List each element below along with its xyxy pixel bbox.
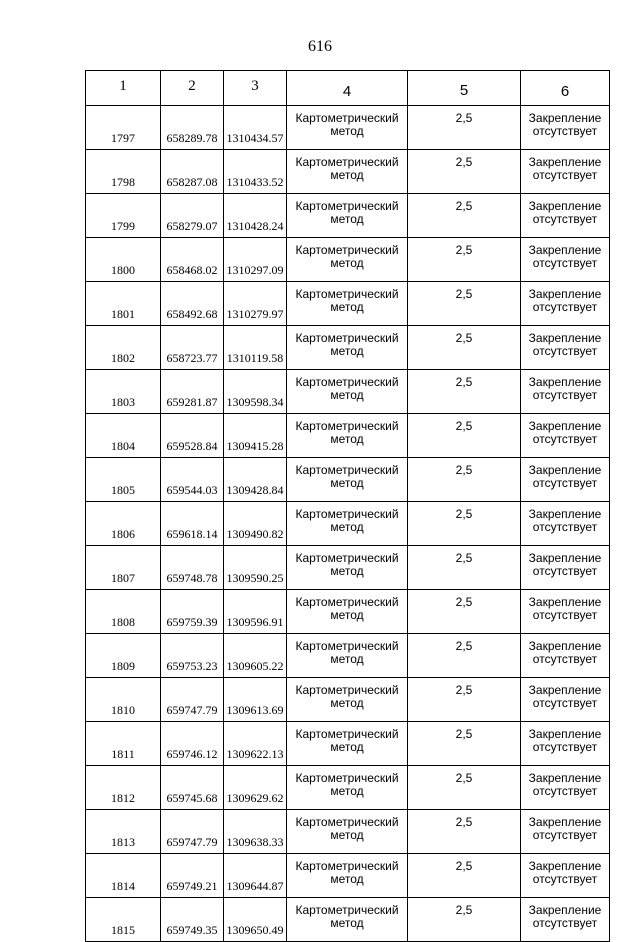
coordinate-x-text: 659528.84 (166, 439, 218, 453)
coordinate-x (161, 502, 224, 546)
coordinate-y-text: 1309415.28 (226, 439, 284, 453)
method-cell (287, 414, 408, 458)
coordinate-x (161, 766, 224, 810)
table-row (86, 634, 610, 678)
fixation-cell-text: отсутствует (532, 476, 598, 490)
method-cell (287, 194, 408, 238)
point-number (86, 238, 161, 282)
coordinate-x-text: 659746.12 (166, 747, 218, 761)
fixation-cell-text: отсутствует (532, 608, 598, 622)
coordinate-y (224, 766, 287, 810)
point-number-text: 1798 (111, 175, 135, 189)
point-number (86, 194, 161, 238)
table-row (86, 238, 610, 282)
header-col-2: 2 (161, 71, 224, 106)
coordinate-x-text: 658289.78 (166, 131, 218, 145)
accuracy-cell-text: 2,5 (455, 111, 473, 125)
table-header-row (86, 71, 610, 106)
coordinate-y (224, 546, 287, 590)
point-number (86, 150, 161, 194)
coordinate-x-text: 658492.68 (166, 307, 218, 321)
accuracy-cell-text: 2,5 (455, 463, 473, 477)
method-cell (287, 370, 408, 414)
fixation-cell (521, 722, 610, 766)
table-row (86, 854, 610, 898)
point-number (86, 106, 161, 150)
accuracy-cell-text: 2,5 (455, 419, 473, 433)
header-col-1: 1 (86, 71, 161, 106)
point-number (86, 722, 161, 766)
fixation-cell-text: отсутствует (532, 652, 598, 666)
coordinate-y (224, 678, 287, 722)
coordinate-x-text: 658279.07 (166, 219, 218, 233)
point-number (86, 414, 161, 458)
point-number (86, 634, 161, 678)
fixation-cell (521, 194, 610, 238)
accuracy-cell-text: 2,5 (455, 507, 473, 521)
coordinate-y (224, 854, 287, 898)
coordinate-x-text: 659747.79 (166, 835, 218, 849)
accuracy-cell-text: 2,5 (455, 859, 473, 873)
accuracy-cell (408, 194, 521, 238)
method-cell-text: метод (330, 124, 364, 138)
accuracy-cell (408, 282, 521, 326)
method-cell-text: Картометрический (295, 111, 399, 125)
accuracy-cell (408, 810, 521, 854)
coordinate-y (224, 238, 287, 282)
fixation-cell-text: Закрепление (528, 551, 602, 565)
fixation-cell-text: отсутствует (532, 520, 598, 534)
point-number-text: 1802 (111, 351, 135, 365)
table-row (86, 194, 610, 238)
header-col-5: 5 (408, 71, 521, 106)
point-number (86, 854, 161, 898)
fixation-cell-text: Закрепление (528, 859, 602, 873)
fixation-cell-text: отсутствует (532, 212, 598, 226)
fixation-cell-text: Закрепление (528, 595, 602, 609)
fixation-cell (521, 502, 610, 546)
coordinate-x-text: 659749.21 (166, 879, 218, 893)
point-number (86, 458, 161, 502)
coordinate-x (161, 370, 224, 414)
fixation-cell-text: Закрепление (528, 419, 602, 433)
fixation-cell-text: отсутствует (532, 872, 598, 886)
table-row (86, 106, 610, 150)
point-number-text: 1800 (111, 263, 135, 277)
fixation-cell-text: отсутствует (532, 168, 598, 182)
coordinate-y (224, 634, 287, 678)
coordinate-y-text: 1309644.87 (226, 879, 284, 893)
table-row (86, 546, 610, 590)
point-number-text: 1810 (111, 703, 135, 717)
header-col-3: 3 (224, 71, 287, 106)
accuracy-cell (408, 458, 521, 502)
fixation-cell-text: отсутствует (532, 344, 598, 358)
coordinate-x-text: 658723.77 (166, 351, 218, 365)
coordinate-x (161, 590, 224, 634)
fixation-cell (521, 810, 610, 854)
point-number-text: 1803 (111, 395, 135, 409)
method-cell-text: Картометрический (295, 595, 399, 609)
coordinate-x-text: 659749.35 (166, 923, 218, 937)
method-cell-text: метод (330, 476, 364, 490)
coordinate-x (161, 414, 224, 458)
accuracy-cell (408, 590, 521, 634)
coordinate-y (224, 458, 287, 502)
table-row (86, 326, 610, 370)
coordinate-x (161, 854, 224, 898)
coordinate-x-text: 659759.39 (166, 615, 218, 629)
coordinate-x (161, 634, 224, 678)
method-cell-text: Картометрический (295, 859, 399, 873)
coordinate-x-text: 659281.87 (166, 395, 218, 409)
method-cell-text: Картометрический (295, 551, 399, 565)
point-number (86, 678, 161, 722)
coordinate-y-text: 1309650.49 (226, 923, 284, 937)
fixation-cell (521, 546, 610, 590)
method-cell (287, 634, 408, 678)
point-number-text: 1813 (111, 835, 135, 849)
coordinate-x-text: 659753.23 (166, 659, 218, 673)
point-number-text: 1805 (111, 483, 135, 497)
method-cell-text: метод (330, 432, 364, 446)
coordinate-y-text: 1310428.24 (226, 219, 284, 233)
fixation-cell (521, 898, 610, 942)
fixation-cell-text: отсутствует (532, 256, 598, 270)
coordinate-y (224, 502, 287, 546)
method-cell-text: Картометрический (295, 771, 399, 785)
coordinate-x (161, 546, 224, 590)
point-number (86, 546, 161, 590)
fixation-cell (521, 854, 610, 898)
method-cell-text: метод (330, 696, 364, 710)
fixation-cell-text: отсутствует (532, 124, 598, 138)
point-number (86, 370, 161, 414)
accuracy-cell-text: 2,5 (455, 331, 473, 345)
coordinate-x-text: 659748.78 (166, 571, 218, 585)
accuracy-cell (408, 898, 521, 942)
point-number (86, 810, 161, 854)
coordinate-y-text: 1309613.69 (226, 703, 284, 717)
point-number-text: 1799 (111, 219, 135, 233)
coordinate-y-text: 1310297.09 (226, 263, 284, 277)
point-number-text: 1806 (111, 527, 135, 541)
fixation-cell (521, 326, 610, 370)
accuracy-cell (408, 634, 521, 678)
method-cell-text: Картометрический (295, 463, 399, 477)
coordinate-y-text: 1309598.34 (226, 395, 284, 409)
method-cell-text: Картометрический (295, 155, 399, 169)
accuracy-cell-text: 2,5 (455, 815, 473, 829)
method-cell (287, 546, 408, 590)
coordinate-y-text: 1310434.57 (226, 131, 284, 145)
coordinate-y-text: 1309596.91 (226, 615, 284, 629)
table-row (86, 502, 610, 546)
coordinate-x-text: 659618.14 (166, 527, 218, 541)
accuracy-cell (408, 546, 521, 590)
accuracy-cell-text: 2,5 (455, 199, 473, 213)
fixation-cell-text: отсутствует (532, 388, 598, 402)
method-cell-text: метод (330, 916, 364, 930)
coordinate-x (161, 106, 224, 150)
fixation-cell-text: Закрепление (528, 683, 602, 697)
fixation-cell-text: отсутствует (532, 432, 598, 446)
coordinate-y (224, 810, 287, 854)
fixation-cell-text: отсутствует (532, 916, 598, 930)
point-number-text: 1814 (111, 879, 135, 893)
coordinate-x (161, 282, 224, 326)
fixation-cell-text: отсутствует (532, 828, 598, 842)
header-col-4: 4 (287, 71, 408, 106)
method-cell (287, 106, 408, 150)
table-row (86, 766, 610, 810)
coordinate-x (161, 326, 224, 370)
point-number-text: 1801 (111, 307, 135, 321)
method-cell-text: метод (330, 300, 364, 314)
coordinate-y-text: 1309490.82 (226, 527, 284, 541)
accuracy-cell (408, 722, 521, 766)
method-cell-text: метод (330, 256, 364, 270)
fixation-cell (521, 370, 610, 414)
method-cell-text: метод (330, 520, 364, 534)
method-cell-text: метод (330, 168, 364, 182)
coordinate-y-text: 1309629.62 (226, 791, 284, 805)
method-cell-text: Картометрический (295, 243, 399, 257)
accuracy-cell-text: 2,5 (455, 683, 473, 697)
method-cell (287, 282, 408, 326)
method-cell-text: Картометрический (295, 331, 399, 345)
accuracy-cell (408, 854, 521, 898)
fixation-cell-text: Закрепление (528, 287, 602, 301)
method-cell-text: метод (330, 828, 364, 842)
accuracy-cell (408, 502, 521, 546)
coordinate-x-text: 659745.68 (166, 791, 218, 805)
coordinates-table (85, 70, 610, 942)
accuracy-cell-text: 2,5 (455, 375, 473, 389)
coordinate-y (224, 194, 287, 238)
method-cell-text: Картометрический (295, 419, 399, 433)
coordinate-x (161, 678, 224, 722)
method-cell-text: метод (330, 344, 364, 358)
table-row (86, 458, 610, 502)
accuracy-cell (408, 766, 521, 810)
coordinate-x (161, 810, 224, 854)
page-number: 616 (308, 38, 332, 55)
fixation-cell-text: Закрепление (528, 771, 602, 785)
coordinate-x (161, 458, 224, 502)
fixation-cell-text: Закрепление (528, 243, 602, 257)
table-body (86, 106, 610, 942)
coordinate-x-text: 659747.79 (166, 703, 218, 717)
fixation-cell-text: Закрепление (528, 199, 602, 213)
fixation-cell-text: отсутствует (532, 564, 598, 578)
table-row (86, 590, 610, 634)
coordinate-x (161, 194, 224, 238)
accuracy-cell (408, 326, 521, 370)
table-row (86, 150, 610, 194)
method-cell-text: Картометрический (295, 287, 399, 301)
fixation-cell-text: Закрепление (528, 727, 602, 741)
coordinate-y (224, 106, 287, 150)
coordinate-y (224, 326, 287, 370)
method-cell-text: Картометрический (295, 375, 399, 389)
fixation-cell (521, 150, 610, 194)
coordinate-y-text: 1309638.33 (226, 835, 284, 849)
method-cell (287, 458, 408, 502)
accuracy-cell (408, 414, 521, 458)
fixation-cell-text: отсутствует (532, 740, 598, 754)
accuracy-cell-text: 2,5 (455, 771, 473, 785)
point-number-text: 1808 (111, 615, 135, 629)
method-cell (287, 678, 408, 722)
method-cell (287, 326, 408, 370)
coordinate-y (224, 370, 287, 414)
method-cell (287, 898, 408, 942)
accuracy-cell (408, 370, 521, 414)
fixation-cell (521, 634, 610, 678)
coordinate-x (161, 898, 224, 942)
point-number-text: 1811 (111, 747, 135, 761)
header-col-6: 6 (521, 71, 610, 106)
method-cell-text: Картометрический (295, 199, 399, 213)
point-number-text: 1804 (111, 439, 135, 453)
accuracy-cell-text: 2,5 (455, 551, 473, 565)
coordinate-y-text: 1309622.13 (226, 747, 284, 761)
point-number-text: 1815 (111, 923, 135, 937)
coordinate-y (224, 898, 287, 942)
table-row (86, 722, 610, 766)
fixation-cell (521, 414, 610, 458)
fixation-cell-text: Закрепление (528, 903, 602, 917)
fixation-cell-text: Закрепление (528, 463, 602, 477)
fixation-cell-text: Закрепление (528, 639, 602, 653)
method-cell-text: метод (330, 212, 364, 226)
coordinate-y-text: 1309590.25 (226, 571, 284, 585)
coordinate-x-text: 659544.03 (166, 483, 218, 497)
point-number (86, 282, 161, 326)
point-number-text: 1809 (111, 659, 135, 673)
accuracy-cell-text: 2,5 (455, 595, 473, 609)
accuracy-cell-text: 2,5 (455, 903, 473, 917)
coordinate-x-text: 658468.02 (166, 263, 218, 277)
point-number-text: 1807 (111, 571, 135, 585)
method-cell (287, 150, 408, 194)
table-row (86, 810, 610, 854)
point-number (86, 766, 161, 810)
fixation-cell (521, 106, 610, 150)
method-cell (287, 590, 408, 634)
method-cell-text: Картометрический (295, 639, 399, 653)
point-number (86, 326, 161, 370)
fixation-cell (521, 458, 610, 502)
accuracy-cell (408, 678, 521, 722)
method-cell-text: метод (330, 564, 364, 578)
table-row (86, 678, 610, 722)
accuracy-cell (408, 106, 521, 150)
fixation-cell-text: отсутствует (532, 784, 598, 798)
coordinate-y-text: 1309428.84 (226, 483, 284, 497)
table-row (86, 282, 610, 326)
coordinate-x (161, 238, 224, 282)
fixation-cell (521, 678, 610, 722)
accuracy-cell (408, 150, 521, 194)
accuracy-cell (408, 238, 521, 282)
coordinate-y (224, 282, 287, 326)
coordinate-x (161, 722, 224, 766)
method-cell-text: Картометрический (295, 903, 399, 917)
method-cell-text: метод (330, 740, 364, 754)
table-row (86, 898, 610, 942)
method-cell (287, 722, 408, 766)
coordinate-y-text: 1309605.22 (226, 659, 284, 673)
method-cell-text: метод (330, 652, 364, 666)
fixation-cell-text: Закрепление (528, 111, 602, 125)
coordinate-y (224, 150, 287, 194)
point-number-text: 1797 (111, 131, 135, 145)
method-cell (287, 766, 408, 810)
method-cell-text: метод (330, 608, 364, 622)
fixation-cell (521, 238, 610, 282)
fixation-cell-text: Закрепление (528, 507, 602, 521)
fixation-cell (521, 766, 610, 810)
table-row (86, 414, 610, 458)
method-cell (287, 810, 408, 854)
method-cell-text: Картометрический (295, 507, 399, 521)
accuracy-cell-text: 2,5 (455, 727, 473, 741)
method-cell-text: метод (330, 388, 364, 402)
coordinate-x (161, 150, 224, 194)
method-cell-text: Картометрический (295, 815, 399, 829)
point-number (86, 502, 161, 546)
fixation-cell-text: отсутствует (532, 300, 598, 314)
method-cell (287, 502, 408, 546)
method-cell-text: метод (330, 872, 364, 886)
method-cell (287, 854, 408, 898)
fixation-cell-text: Закрепление (528, 155, 602, 169)
accuracy-cell-text: 2,5 (455, 639, 473, 653)
accuracy-cell-text: 2,5 (455, 287, 473, 301)
method-cell-text: Картометрический (295, 683, 399, 697)
fixation-cell-text: Закрепление (528, 815, 602, 829)
fixation-cell-text: отсутствует (532, 696, 598, 710)
fixation-cell (521, 282, 610, 326)
method-cell-text: Картометрический (295, 727, 399, 741)
coordinate-y (224, 722, 287, 766)
coordinate-y-text: 1310279.97 (226, 307, 284, 321)
coordinate-y-text: 1310119.58 (226, 351, 284, 365)
coordinate-y (224, 414, 287, 458)
method-cell (287, 238, 408, 282)
method-cell-text: метод (330, 784, 364, 798)
point-number (86, 898, 161, 942)
coordinate-y-text: 1310433.52 (226, 175, 284, 189)
point-number-text: 1812 (111, 791, 135, 805)
fixation-cell (521, 590, 610, 634)
coordinate-x-text: 658287.08 (166, 175, 218, 189)
fixation-cell-text: Закрепление (528, 331, 602, 345)
fixation-cell-text: Закрепление (528, 375, 602, 389)
point-number (86, 590, 161, 634)
accuracy-cell-text: 2,5 (455, 243, 473, 257)
coordinate-y (224, 590, 287, 634)
accuracy-cell-text: 2,5 (455, 155, 473, 169)
table-row (86, 370, 610, 414)
